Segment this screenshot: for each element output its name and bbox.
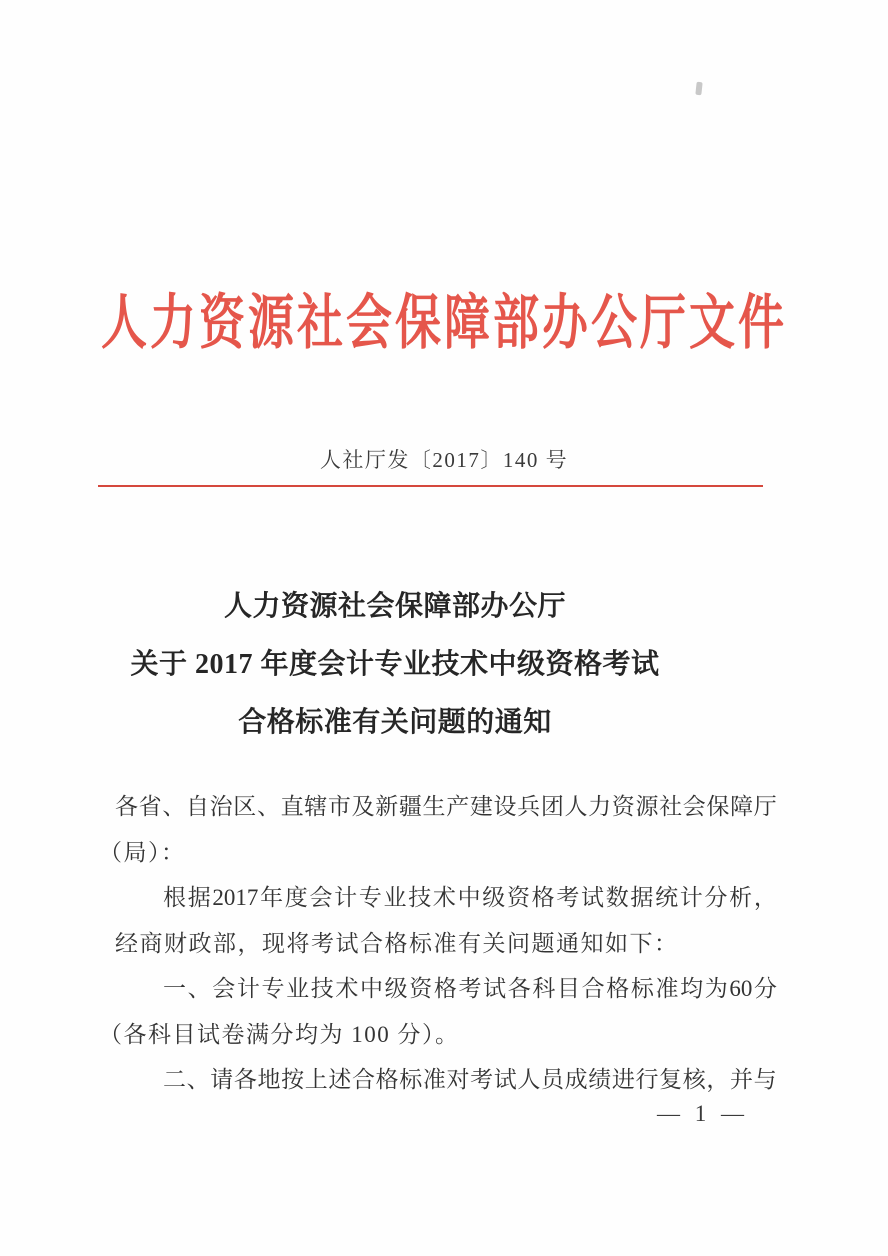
document-title	[0, 578, 790, 752]
scan-artifact-speck	[695, 82, 702, 96]
body-line-salutation: 各 省 、 自 治 区 、 直 辖 市 及 新 疆 生 产 建 设 兵 团 人 力 资 源 社 会 保 障 厅	[115, 794, 777, 819]
title-line-3: 合格标准有关问题的通知	[238, 707, 552, 738]
body-line-intro-2: 经商财政部，现将考试合格标准有关问题通知如下：	[115, 930, 679, 956]
red-letterhead-title: 人力资源社会保障部办公厅文件	[101, 289, 787, 356]
document-number: 人社厅发〔2017〕140 号	[319, 448, 569, 472]
title-line-2: 关于 2017 年度会计专业技术中级资格考试	[130, 649, 660, 680]
body-line-item-1b: （各科目试卷满分均为 100 分）。	[99, 1021, 460, 1047]
body-line-intro-1: 根 据 2017 年 度 会 计 专 业 技 术 中 级 资 格 考 试 数 据 统 计 分 析 ，	[163, 885, 777, 910]
red-divider-rule	[98, 485, 763, 487]
body-line-item-2: 二 、 请 各 地 按 上 述 合 格 标 准 对 考 试 人 员 成 绩 进 行 复 核 ， 并 与	[163, 1067, 777, 1092]
document-body	[99, 784, 777, 1103]
body-line-salutation-2: （局）：	[99, 839, 186, 865]
page-number: — 1 —	[657, 1101, 744, 1126]
body-line-item-1: 一 、 会 计 专 业 技 术 中 级 资 格 考 试 各 科 目 合 格 标 准 均 为 60 分	[163, 976, 777, 1001]
title-line-1: 人力资源社会保障部办公厅	[223, 591, 566, 622]
